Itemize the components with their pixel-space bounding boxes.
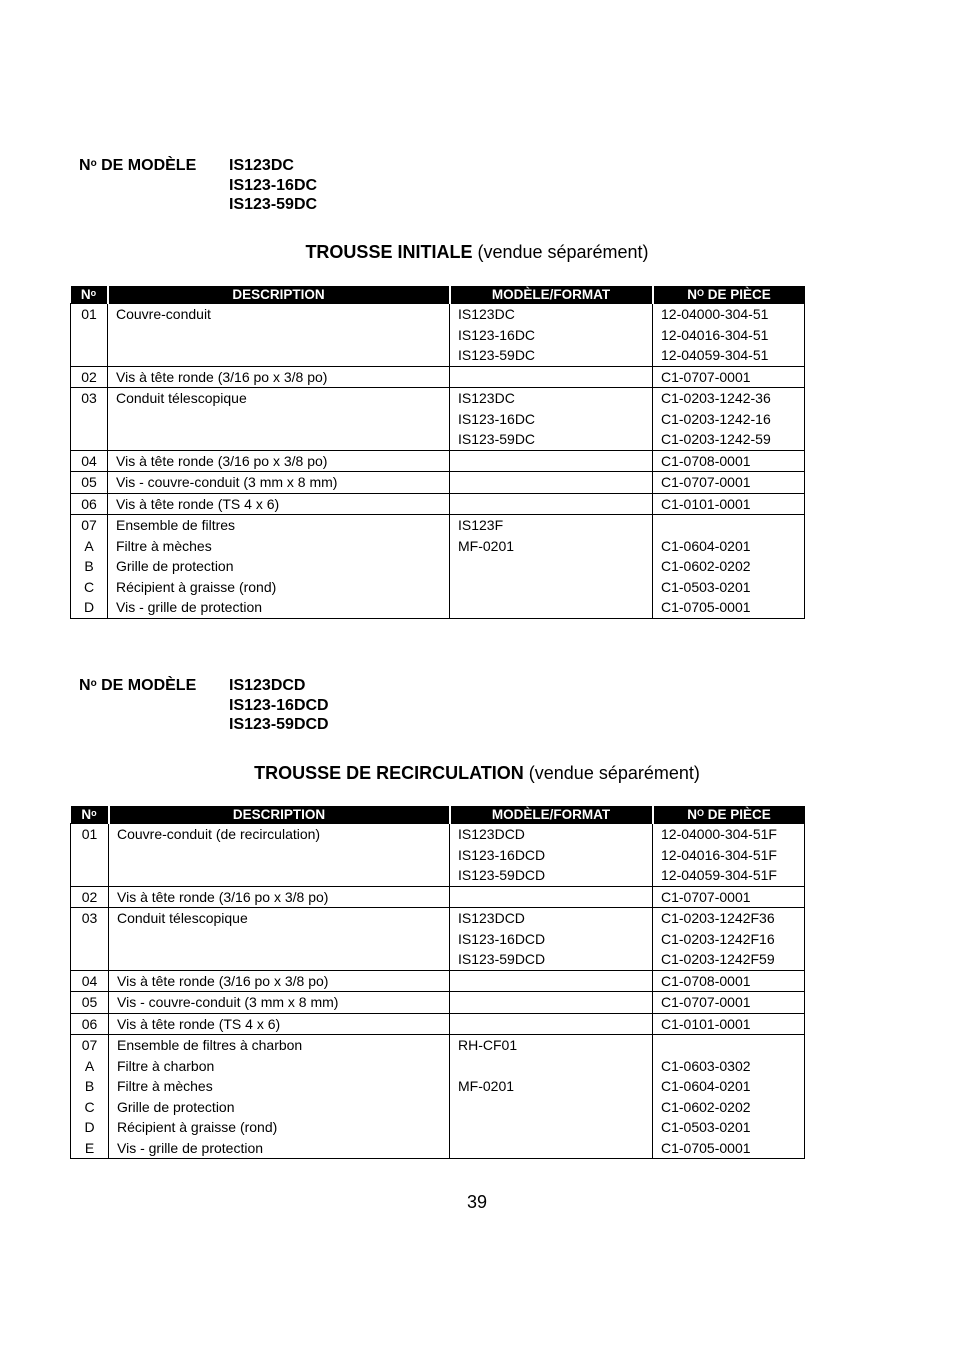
cell-line: C1-0705-0001 <box>661 1139 751 1156</box>
table-row <box>71 1035 805 1159</box>
cell-line: 04 <box>81 452 97 469</box>
cell-line: C1-0503-0201 <box>661 578 751 595</box>
cell-line: MF-0201 <box>458 1078 515 1094</box>
cell-item-number <box>71 493 108 515</box>
table-row <box>71 970 805 992</box>
cell-line: Grille de protection <box>117 1098 235 1115</box>
cell-line: C1-0203-1242-36 <box>661 390 771 406</box>
parts-table-initial <box>70 286 805 619</box>
header-model-format: MODÈLE/FORMAT <box>450 806 653 824</box>
cell-line: 12-04000-304-51F <box>661 826 777 842</box>
model-label-2: $N^o$ DE MODÈLE <box>79 677 197 694</box>
cell-line: Vis - grille de protection <box>117 1139 264 1156</box>
cell-part-number <box>653 472 805 494</box>
page-number: 39 <box>466 1192 488 1212</box>
cell-line: IS123DC <box>458 306 515 322</box>
header-model-format: MODÈLE/FORMAT <box>450 286 653 304</box>
cell-line: 05 <box>81 994 98 1010</box>
cell-part-number <box>653 515 805 619</box>
cell-line: C1-0101-0001 <box>661 495 751 512</box>
cell-line <box>661 515 804 536</box>
cell-line: IS123-59DCD <box>458 951 546 967</box>
cell-description <box>109 1035 450 1159</box>
model-codes-2 <box>229 676 329 735</box>
cell-part-number <box>653 1013 805 1035</box>
cell-description <box>108 450 450 472</box>
cell-model-format <box>450 472 653 494</box>
cell-line: Vis - grille de protection <box>116 599 263 615</box>
table-row <box>71 515 805 619</box>
cell-model-format <box>450 824 653 887</box>
cell-line: 02 <box>81 888 98 905</box>
cell-line: C1-0602-0202 <box>661 558 751 574</box>
cell-line: RH-CF01 <box>458 1037 518 1053</box>
cell-line: C <box>83 578 95 595</box>
header-num: $N^o$ <box>71 806 109 824</box>
table-row <box>71 992 805 1014</box>
cell-line: Récipient à graisse (rond) <box>116 578 277 595</box>
cell-description <box>109 970 450 992</box>
cell-line: 01 <box>81 826 98 842</box>
cell-line: IS123DC <box>458 390 515 406</box>
cell-line: IS123-16DCD <box>458 846 546 863</box>
table-row <box>71 824 805 887</box>
model-code: IS123DCD <box>229 677 306 694</box>
cell-line: 12-04059-304-51F <box>661 867 777 883</box>
cell-part-number <box>653 366 805 388</box>
cell-item-number <box>71 388 108 451</box>
cell-model-format <box>450 388 653 451</box>
cell-line: C1-0503-0201 <box>661 1119 751 1135</box>
cell-description <box>108 472 450 494</box>
cell-line: C1-0705-0001 <box>661 599 751 615</box>
cell-line: Vis à tête ronde (3/16 po x 3/8 po) <box>116 368 328 385</box>
cell-item-number <box>71 886 109 908</box>
table-header-row <box>71 286 805 304</box>
cell-part-number <box>653 992 805 1014</box>
cell-line: D <box>83 599 95 615</box>
cell-description <box>109 824 450 887</box>
table-row <box>71 908 805 971</box>
cell-line: 12-04016-304-51F <box>661 846 777 863</box>
cell-item-number <box>71 515 108 619</box>
table-row <box>71 366 805 388</box>
cell-line: Vis à tête ronde (3/16 po x 3/8 po) <box>117 972 329 989</box>
cell-line: Filtre à mèches <box>116 537 212 554</box>
model-code: IS123-59DC <box>229 196 318 213</box>
cell-item-number <box>71 824 109 887</box>
model-codes-1 <box>229 156 317 215</box>
cell-line: 07 <box>81 1037 98 1053</box>
cell-line <box>458 1056 652 1077</box>
cell-line: C1-0203-1242F16 <box>661 930 775 947</box>
cell-line: C1-0707-0001 <box>661 888 751 905</box>
cell-item-number <box>71 1035 109 1159</box>
cell-model-format <box>450 1013 653 1035</box>
model-code: IS123-59DCD <box>229 716 329 733</box>
cell-model-format <box>450 304 653 367</box>
cell-line: A <box>84 1057 95 1074</box>
cell-line: C1-0604-0201 <box>661 537 751 554</box>
cell-model-format <box>450 886 653 908</box>
cell-line <box>661 1035 804 1056</box>
cell-line: IS123-16DC <box>458 326 536 343</box>
cell-part-number <box>653 388 805 451</box>
cell-description <box>109 886 450 908</box>
table-row <box>71 450 805 472</box>
cell-line: 07 <box>81 517 97 533</box>
cell-line: 06 <box>81 495 97 512</box>
cell-part-number <box>653 450 805 472</box>
cell-item-number <box>71 1013 109 1035</box>
header-part-number: $N^O$ DE PIÈCE <box>653 806 805 824</box>
cell-line: Vis - couvre-conduit (3 mm x 8 mm) <box>116 474 338 490</box>
cell-line: Vis à tête ronde (TS 4 x 6) <box>117 1015 281 1032</box>
cell-line: C1-0708-0001 <box>661 972 751 989</box>
cell-part-number <box>653 908 805 971</box>
cell-description <box>108 366 450 388</box>
cell-line: B <box>84 1078 95 1094</box>
cell-line: C1-0203-1242F59 <box>661 951 775 967</box>
cell-description <box>108 493 450 515</box>
cell-description <box>109 1013 450 1035</box>
header-part-number: $N^O$ DE PIÈCE <box>653 286 805 304</box>
cell-line: C1-0203-1242F36 <box>661 910 775 926</box>
cell-line: Récipient à graisse (rond) <box>117 1119 278 1135</box>
cell-line: 01 <box>81 306 97 322</box>
parts-table-recirculation <box>70 806 805 1159</box>
kit-title-recirculation: TROUSSE DE RECIRCULATION (vendue séparément) <box>254 763 700 783</box>
cell-line: 03 <box>81 390 97 406</box>
table-row <box>71 1013 805 1035</box>
cell-description <box>109 908 450 971</box>
cell-line: Conduit télescopique <box>116 390 247 406</box>
cell-line: C <box>84 1098 95 1115</box>
cell-line: C1-0604-0201 <box>661 1078 751 1094</box>
model-code: IS123DC <box>229 157 294 174</box>
cell-model-format <box>450 515 653 619</box>
cell-line: 03 <box>81 910 98 926</box>
table-row <box>71 493 805 515</box>
cell-part-number <box>653 1035 805 1159</box>
cell-item-number <box>71 472 108 494</box>
cell-line: Couvre-conduit (de recirculation) <box>117 826 321 842</box>
cell-line: Couvre-conduit <box>116 306 211 322</box>
cell-line: Conduit télescopique <box>117 910 248 926</box>
cell-line: C1-0707-0001 <box>661 474 751 490</box>
cell-line: IS123-16DCD <box>458 930 546 947</box>
cell-item-number <box>71 304 108 367</box>
cell-line: Grille de protection <box>116 558 234 574</box>
cell-line: IS123-59DC <box>458 347 536 363</box>
cell-description <box>108 388 450 451</box>
cell-model-format <box>450 970 653 992</box>
cell-description <box>108 515 450 619</box>
cell-line: C1-0602-0202 <box>661 1098 751 1115</box>
model-code: IS123-16DC <box>229 176 318 194</box>
cell-line: E <box>84 1139 95 1156</box>
cell-line: IS123F <box>458 517 504 533</box>
cell-line: B <box>84 558 94 574</box>
cell-line: 05 <box>81 474 97 490</box>
cell-line: C1-0203-1242-16 <box>661 410 771 427</box>
cell-line: C1-0203-1242-59 <box>661 431 771 447</box>
cell-line: IS123DCD <box>458 910 525 926</box>
table-row <box>71 304 805 367</box>
cell-item-number <box>71 366 108 388</box>
cell-line: Ensemble de filtres à charbon <box>117 1037 303 1053</box>
table-row <box>71 886 805 908</box>
header-description: DESCRIPTION <box>109 806 450 824</box>
cell-description <box>109 992 450 1014</box>
cell-line: IS123DCD <box>458 826 525 842</box>
cell-line: Vis à tête ronde (3/16 po x 3/8 po) <box>116 452 328 469</box>
cell-line: C1-0707-0001 <box>661 994 751 1010</box>
cell-line: D <box>84 1119 95 1135</box>
cell-model-format <box>450 992 653 1014</box>
header-description: DESCRIPTION <box>108 286 450 304</box>
cell-line: 12-04059-304-51 <box>661 347 769 363</box>
cell-part-number <box>653 493 805 515</box>
cell-item-number <box>71 908 109 971</box>
cell-line: Ensemble de filtres <box>116 517 236 533</box>
kit-title-initial: TROUSSE INITIALE (vendue séparément) <box>305 242 649 262</box>
cell-line: 12-04000-304-51 <box>661 306 769 322</box>
table-header-row <box>71 806 805 824</box>
cell-line: C1-0603-0302 <box>661 1057 751 1074</box>
cell-line: Filtre à charbon <box>117 1057 215 1074</box>
cell-line: C1-0708-0001 <box>661 452 751 469</box>
cell-model-format <box>450 366 653 388</box>
table-row <box>71 388 805 451</box>
cell-line: 04 <box>81 972 98 989</box>
model-label-1: $N^o$ DE MODÈLE <box>79 157 197 174</box>
cell-line: MF-0201 <box>458 537 515 554</box>
cell-item-number <box>71 450 108 472</box>
cell-line: Filtre à mèches <box>117 1078 213 1094</box>
cell-line: Vis à tête ronde (3/16 po x 3/8 po) <box>117 888 329 905</box>
cell-line: 12-04016-304-51 <box>661 326 769 343</box>
cell-model-format <box>450 493 653 515</box>
cell-model-format <box>450 1035 653 1159</box>
cell-line: Vis - couvre-conduit (3 mm x 8 mm) <box>117 994 339 1010</box>
cell-line: IS123-59DCD <box>458 867 546 883</box>
cell-line: IS123-59DC <box>458 431 536 447</box>
cell-line: C1-0707-0001 <box>661 368 751 385</box>
model-code: IS123-16DCD <box>229 696 329 714</box>
cell-model-format <box>450 450 653 472</box>
header-num: $N^o$ <box>71 286 108 304</box>
cell-part-number <box>653 970 805 992</box>
cell-item-number <box>71 970 109 992</box>
cell-item-number <box>71 992 109 1014</box>
cell-description <box>108 304 450 367</box>
cell-line: IS123-16DC <box>458 410 536 427</box>
cell-part-number <box>653 824 805 887</box>
cell-line: A <box>84 537 94 554</box>
cell-line: Vis à tête ronde (TS 4 x 6) <box>116 495 280 512</box>
cell-line: C1-0101-0001 <box>661 1015 751 1032</box>
cell-part-number <box>653 886 805 908</box>
table-row <box>71 472 805 494</box>
cell-part-number <box>653 304 805 367</box>
cell-line: 06 <box>81 1015 98 1032</box>
cell-model-format <box>450 908 653 971</box>
cell-line: 02 <box>81 368 97 385</box>
